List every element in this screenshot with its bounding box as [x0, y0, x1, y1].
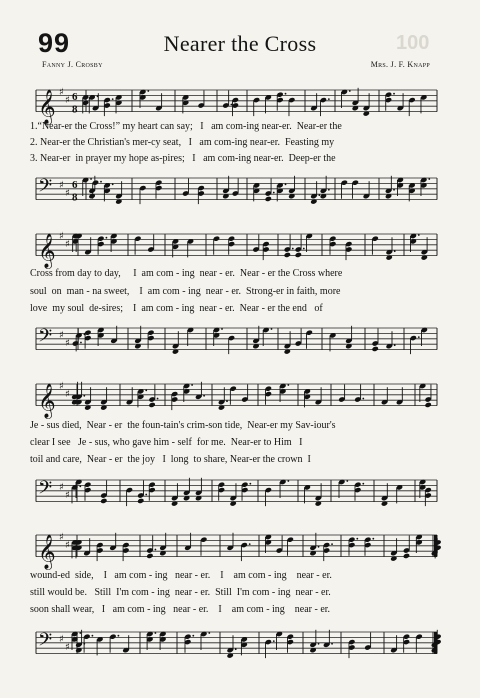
sharp-icon: ♯	[65, 642, 70, 653]
sharp-icon: ♯	[59, 634, 64, 645]
bass-clef-icon: 𝄢	[38, 326, 53, 351]
dot	[191, 384, 193, 386]
dot	[318, 643, 320, 645]
dot	[208, 632, 210, 634]
lyric-line-4-2: still would be. Still I'm com - ing near - er. Still I'm com - ing near - er.	[30, 587, 331, 598]
sharp-icon: ♯	[59, 482, 64, 493]
notehead	[424, 402, 431, 408]
sharp-icon: ♯	[59, 330, 64, 341]
dot	[192, 635, 194, 637]
dot	[303, 248, 305, 250]
dot	[273, 192, 275, 194]
sharp-icon: ♯	[65, 188, 70, 199]
sharp-icon: ♯	[65, 389, 70, 400]
dot	[79, 486, 81, 488]
dot	[418, 234, 420, 236]
lyric-line-2-3: love my soul de-sires; I am com - ing near - er. Near - er the end of	[30, 303, 323, 314]
bass-clef-icon: 𝄢	[38, 630, 53, 655]
lyric-line-1-1: 1.“Near-er the Cross!” my heart can say; I am com-ing near-er. Near-er the	[30, 121, 342, 132]
bass-staff-4	[0, 622, 480, 666]
dot	[155, 632, 157, 634]
dot	[287, 384, 289, 386]
lyric-line-1-3: 3. Near-er in prayer my hope as-pires; I am com-ing near-er. Deep-er the	[30, 153, 336, 164]
dot	[394, 344, 396, 346]
dot	[356, 538, 358, 540]
dot	[372, 538, 374, 540]
bass-staff-3	[0, 470, 480, 514]
time-signature-bottom: 8	[72, 103, 78, 116]
dot	[147, 90, 149, 92]
dot	[394, 250, 396, 252]
dot	[92, 635, 94, 637]
sharp-icon: ♯	[59, 87, 64, 98]
dot	[112, 98, 114, 100]
dot	[249, 483, 251, 485]
bass-clef-icon: 𝄢	[38, 478, 53, 503]
dot	[157, 398, 159, 400]
treble-staff-1	[0, 80, 480, 124]
lyric-line-3-1: Je - sus died, Near - er the foun-tain's crim-son tide, Near-er my Sav-iour's	[30, 420, 336, 431]
dot	[285, 93, 287, 95]
sharp-icon: ♯	[59, 532, 64, 543]
notehead	[372, 346, 379, 352]
dot	[285, 184, 287, 186]
dot	[331, 543, 333, 545]
time-signature-top: 6	[72, 91, 78, 103]
sharp-icon: ♯	[65, 490, 70, 501]
dot	[90, 178, 92, 180]
dot	[287, 480, 289, 482]
dot	[362, 483, 364, 485]
notehead	[284, 252, 291, 258]
sharp-icon: ♯	[65, 338, 70, 349]
words-credit: Fanny J. Crosby	[42, 60, 103, 69]
dot	[221, 328, 223, 330]
sharp-icon: ♯	[65, 540, 70, 551]
bass-staff-2	[0, 318, 480, 362]
treble-staff-2	[0, 224, 480, 268]
dot	[418, 336, 420, 338]
dot	[362, 398, 364, 400]
dot	[80, 342, 82, 344]
sharp-icon: ♯	[59, 381, 64, 392]
dot	[145, 494, 147, 496]
dot	[393, 189, 395, 191]
dot	[230, 104, 232, 106]
lyric-line-4-1: wound-ed side, I am com - ing near - er. I am com - ing near - er.	[30, 570, 332, 581]
bass-clef-icon: 𝄢	[38, 176, 53, 201]
notehead	[100, 498, 107, 504]
lyric-line-3-3: toil and care, Near - er the joy I long to share, Near-er the crown I	[30, 454, 311, 465]
dot	[145, 390, 147, 392]
dot	[273, 640, 275, 642]
dot	[100, 181, 102, 183]
time-signature-top: 6	[72, 179, 78, 191]
dot	[346, 480, 348, 482]
dot	[79, 632, 81, 634]
dot	[318, 546, 320, 548]
treble-clef-icon: 𝄞	[38, 383, 56, 419]
treble-staff-4	[0, 525, 480, 569]
bleed-through-number: 100	[396, 32, 430, 54]
sharp-icon: ♯	[59, 180, 64, 191]
hymn-number: 99	[38, 28, 71, 58]
notehead	[295, 252, 302, 258]
dot	[328, 189, 330, 191]
dot	[318, 194, 320, 196]
sharp-icon: ♯	[59, 231, 64, 242]
treble-staff-3	[0, 374, 480, 418]
lyric-line-2-1: Cross from day to day, I am com - ing near - er. Near - er the Cross where	[30, 268, 343, 279]
treble-clef-icon: 𝄞	[38, 89, 56, 125]
dot	[155, 549, 157, 551]
dot	[328, 98, 330, 100]
bass-staff-1	[0, 168, 480, 212]
dot	[271, 328, 273, 330]
lyric-line-2-2: soul on man - na sweet, I am com - ing near - er. Strong-er in faith, more	[30, 286, 341, 297]
dot	[292, 248, 294, 250]
dot	[106, 237, 108, 239]
notehead	[403, 553, 410, 559]
dot	[393, 93, 395, 95]
notehead	[148, 402, 155, 408]
lyric-line-4-3: soon shall wear, I am com - ing near - er. I am com - ing near - er.	[30, 604, 331, 615]
lyric-line-1-2: 2. Near-er the Christian's mer-cy seat, I am com-ing near-er. Feasting my	[30, 137, 335, 148]
music-credit: Mrs. J. F. Knapp	[370, 60, 430, 69]
dot	[83, 395, 85, 397]
lyric-line-3-2: clear I see Je - sus, who gave him - self for me. Near-er to Him I	[30, 437, 303, 448]
dot	[118, 635, 120, 637]
notehead	[265, 196, 272, 202]
hymn-title: Nearer the Cross	[163, 31, 317, 56]
treble-clef-icon: 𝄞	[38, 233, 56, 269]
dot	[249, 543, 251, 545]
time-signature-bottom: 8	[72, 191, 78, 204]
notehead	[137, 498, 144, 504]
sharp-icon: ♯	[65, 239, 70, 250]
dot	[203, 395, 205, 397]
treble-clef-icon: 𝄞	[38, 534, 56, 570]
sharp-icon: ♯	[65, 95, 70, 106]
dot	[349, 90, 351, 92]
dot	[112, 184, 114, 186]
dot	[428, 178, 430, 180]
dot	[331, 643, 333, 645]
dot	[226, 400, 228, 402]
dot	[235, 648, 237, 650]
notehead	[146, 553, 153, 559]
